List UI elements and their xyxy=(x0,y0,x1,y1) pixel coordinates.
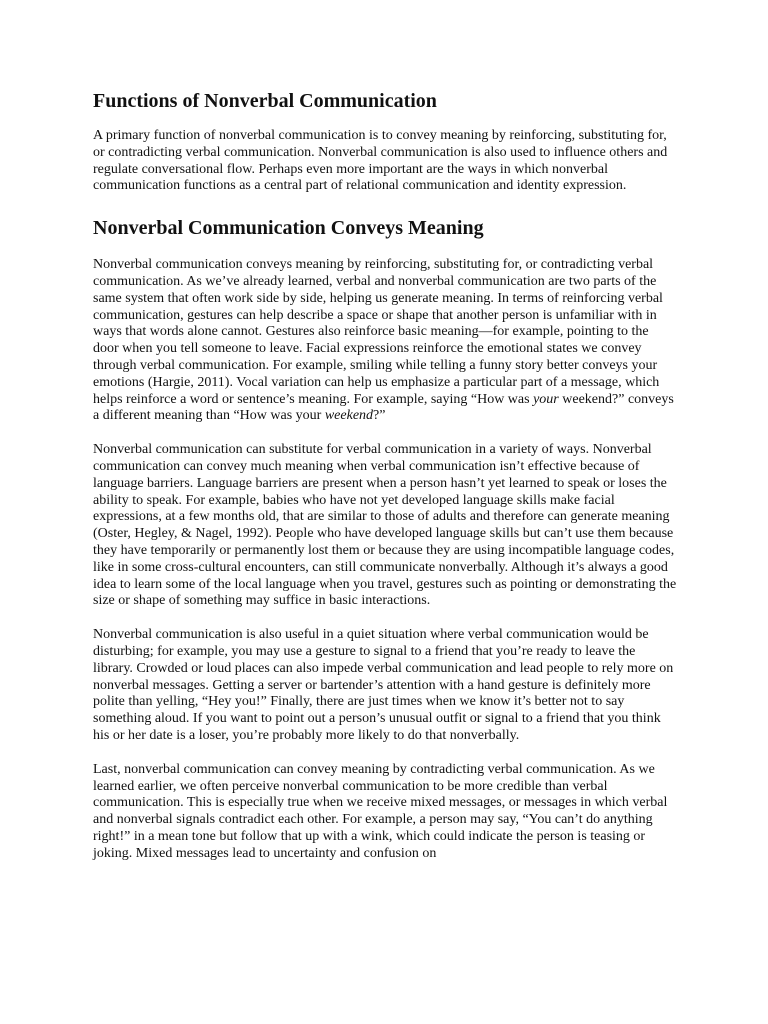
page-title: Functions of Nonverbal Communication xyxy=(93,90,437,112)
paragraph-quiet-situations: Nonverbal communication is also useful in a quiet situation where verbal communication would be disturbing; for example, you may use a gesture to signal to a friend that you’re ready to leave the library. Crowded or loud places can also impede verbal communication and lead people to rely more on nonverbal messages. Getting a server or bartender’s attention with a hand gesture is definitely more polite than yelling, “Hey you!” Finally, there are just times when we know it’s better not to say something aloud. If you want to point out a person’s unusual outfit or signal to a friend that you think his or her date is a loser, you’re probably more likely to do that nonverbally. xyxy=(93,627,674,743)
section-heading: Nonverbal Communication Conveys Meaning xyxy=(93,217,484,240)
paragraph-text: ?” xyxy=(373,408,386,424)
emphasis-weekend: weekend xyxy=(324,408,374,424)
document-page xyxy=(93,88,677,879)
intro-paragraph: A primary function of nonverbal communication is to convey meaning by reinforcing, substituting for, or contradicting verbal communication. Nonverbal communication is also used to influence others and regulate conversational flow. Perhaps even more important are the ways in which nonverbal communication functions as a central part of relational communication and identity expression. xyxy=(93,128,668,194)
paragraph-reinforcing xyxy=(93,257,677,425)
paragraph-text: weekend?” conveys a different meaning than “How was your xyxy=(93,391,674,424)
paragraph-substituting: Nonverbal communication can substitute for verbal communication in a variety of ways. Nonverbal communication can convey much meaning when verbal communication isn’t effective because of language barriers. Language barriers are present when a person hasn’t yet learned to speak or loses the ability to speak. For example, babies who have not yet developed language skills make facial expressions, at a few months old, that are similar to those of adults and therefore can generate meaning (Oster, Hegley, & Nagel, 1992). People who have developed language skills but can’t use them because they have temporarily or permanently lost them or because they are using incompatible language codes, like in some cross-cultural encounters, can still communicate nonverbally. Although it’s always a good idea to learn some of the local language when you travel, gestures such as pointing or demonstrating the size or shape of something may suffice in basic interactions. xyxy=(93,442,677,609)
paragraph-text: Nonverbal communication conveys meaning by reinforcing, substituting for, or contradicting verbal communication. As we’ve already learned, verbal and nonverbal communication are two parts of the same system that often work side by side, helping us generate meaning. In terms of reinforcing verbal communication, gestures can help describe a space or shape that another person is unfamiliar with in ways that words alone cannot. Gestures also reinforce basic meaning—for example, pointing to the door when you tell someone to leave. Facial expressions reinforce the emotional states we convey through verbal communication. For example, smiling while telling a funny story better conveys your emotions (Hargie, 2011). Vocal variation can help us emphasize a particular part of a message, which helps reinforce a word or sentence’s meaning. For example, saying “How was xyxy=(93,257,663,407)
emphasis-your: your xyxy=(533,391,559,407)
paragraph-contradicting: Last, nonverbal communication can convey meaning by contradicting verbal communication. As we learned earlier, we often perceive nonverbal communication to be more credible than verbal communication. This is especially true when we receive mixed messages, or messages in which verbal and nonverbal signals contradict each other. For example, a person may say, “You can’t do anything right!” in a mean tone but follow that up with a wink, which could indicate the person is teasing or joking. Mixed messages lead to uncertainty and confusion on xyxy=(93,761,668,861)
